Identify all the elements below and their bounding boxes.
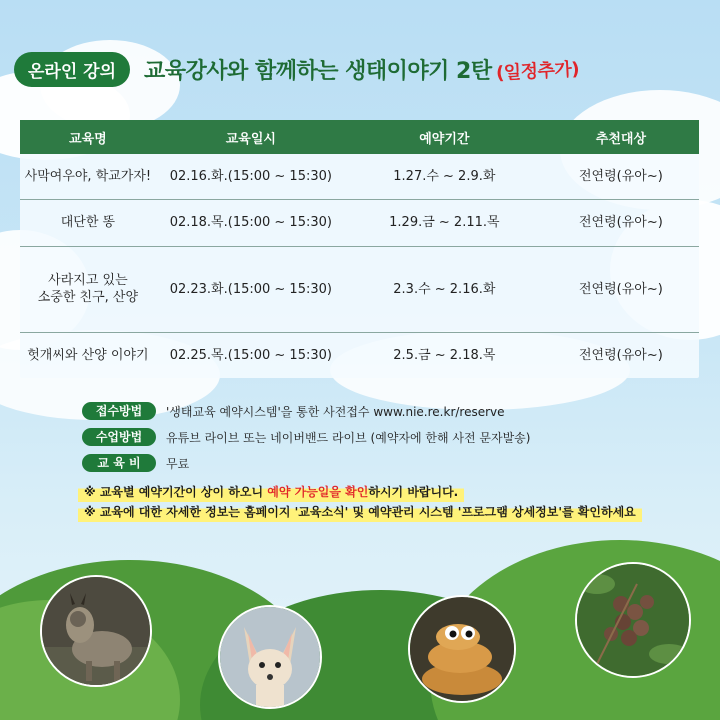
table-row: [20, 246, 699, 332]
column-header-name: 교육명: [20, 120, 156, 154]
raisin-tree-seeds-illustration: [577, 564, 689, 676]
cell-target: 전연령(유아~): [543, 246, 699, 332]
notice-text: 하시기 바랍니다.: [368, 485, 459, 499]
goral-photo: [40, 575, 152, 687]
cell-target: 전연령(유아~): [543, 154, 699, 199]
class-method-value: 유튜브 라이브 또는 네이버밴드 라이브 (예약자에 한해 사전 문자발송): [166, 430, 531, 445]
notice-text: ※ 교육별 예약기간이 상이 하오니: [84, 485, 268, 499]
apply-method-label: 접수방법: [82, 402, 156, 420]
cell-name: 대단한 똥: [20, 199, 156, 246]
schedule-added-tag: (일정추가): [495, 58, 580, 84]
cell-name: 헛개씨와 산양 이야기: [27, 347, 149, 363]
notice-reservation-period: [78, 481, 464, 502]
cell-period: 1.29.금 ~ 2.11.목: [346, 199, 543, 246]
schedule-table: [20, 120, 699, 378]
raisin-tree-seeds-photo: [575, 562, 691, 678]
fee-label: 교 육 비: [82, 454, 156, 472]
cell-name: 사라지고 있는 소중한 친구, 산양: [20, 246, 156, 332]
class-method-label: 수업방법: [82, 428, 156, 446]
table-row: [20, 333, 699, 379]
notice-text: ※ 교육에 대한 자세한 정보는 홈페이지 '교육소식' 및 예약관리 시스템 '프로그램 상세정보'를 확인하세요: [84, 505, 636, 519]
apply-method-row: [82, 402, 692, 420]
dung-character-illustration: [410, 597, 514, 701]
cell-date: 02.25.목.(15:00 ~ 15:30): [169, 347, 332, 363]
apply-method-value: '생태교육 예약시스템'을 통한 사전접수 www.nie.re.kr/reserve: [166, 404, 505, 419]
table-header-row: [20, 120, 699, 154]
fee-value: 무료: [166, 456, 190, 471]
cell-period: 2.5.금 ~ 2.18.목: [393, 347, 496, 363]
column-header-target: 추천대상: [543, 120, 699, 154]
notice-highlight: 예약 가능일을 확인: [267, 485, 369, 499]
table-row: [20, 154, 699, 199]
cell-period: 1.27.수 ~ 2.9.화: [346, 154, 543, 199]
fennec-fox-photo: [218, 605, 322, 709]
header: [14, 52, 710, 87]
column-header-date: 교육일시: [156, 120, 346, 154]
table-row: [20, 199, 699, 246]
cell-target: 전연령(유아~): [543, 199, 699, 246]
cell-period: 2.3.수 ~ 2.16.화: [346, 246, 543, 332]
fennec-fox-illustration: [220, 607, 320, 707]
page-title: 교육강사와 함께하는 생태이야기 2탄: [144, 59, 492, 84]
fee-row: [82, 454, 692, 472]
cell-date: 02.18.목.(15:00 ~ 15:30): [156, 199, 346, 246]
cell-date: 02.23.화.(15:00 ~ 15:30): [156, 246, 346, 332]
class-method-row: [82, 428, 692, 446]
column-header-period: 예약기간: [346, 120, 543, 154]
online-lecture-badge: 온라인 강의: [14, 52, 130, 87]
dung-character-photo: [408, 595, 516, 703]
cell-target: 전연령(유아~): [578, 347, 663, 363]
cell-date: 02.16.화.(15:00 ~ 15:30): [156, 154, 346, 199]
cell-name: 사막여우야, 학교가자!: [20, 154, 156, 199]
goral-illustration: [42, 577, 150, 685]
notice-more-info: [78, 501, 642, 522]
